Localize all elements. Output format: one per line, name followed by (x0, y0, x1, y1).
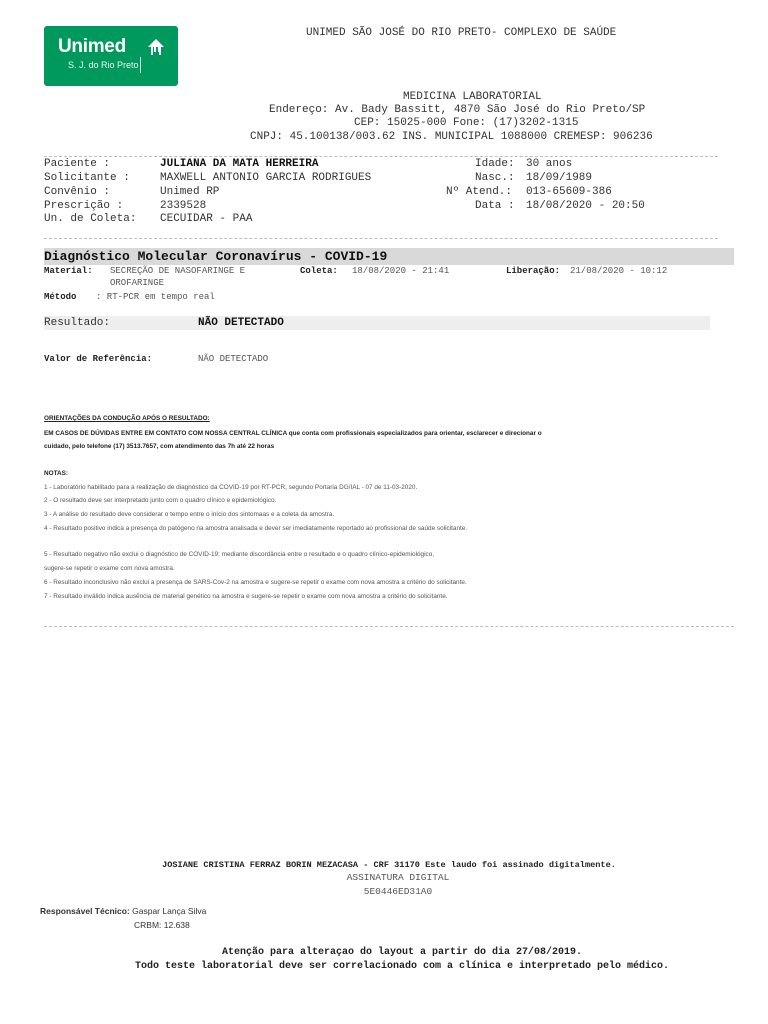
lab-cep-phone: CEP: 15025-000 Fone: (17)3202-1315 (354, 117, 579, 129)
note-7: 7 - Resultado inválido indica ausência de material genético na amostra e sugere-se repetir o exame com nova amostra a critério do solicitante. (44, 593, 448, 600)
collection-unit-value: CECUIDAR - PAA (160, 213, 253, 225)
divider (44, 238, 718, 239)
unimed-tree-icon (146, 38, 166, 58)
technician-label: Responsável Técnico: (40, 906, 130, 916)
signer-line: JOSIANE CRISTINA FERRAZ BORIN MEZACASA - CRF 31170 Este laudo foi assinado digitalmente. (162, 860, 616, 870)
date-label: Data : (475, 200, 515, 212)
requester-label: Solicitante : (44, 172, 130, 184)
material-value-cont: OROFARINGE (110, 278, 165, 288)
requester-name: MAXWELL ANTONIO GARCIA RODRIGUES (160, 172, 372, 184)
prescription-value: 2339528 (160, 200, 207, 212)
note-2: 2 - O resultado deve ser interpretado junto com o quadro clínico e epidemiológico. (44, 497, 277, 504)
guidance-line2: cuidado, pelo telefone (17) 3513.7657, com atendimento das 7h até 22 horas (44, 443, 275, 450)
age-label: Idade: (475, 158, 515, 170)
age-value: 30 anos (526, 158, 573, 170)
exam-title: Diagnóstico Molecular Coronavírus - COVID-19 (44, 249, 388, 264)
notes-heading: NOTAS: (44, 470, 69, 477)
guidance-line1: EM CASOS DE DÚVIDAS ENTRE EM CONTATO COM NOSSA CENTRAL CLÍNICA que conta com profissionais especializados para orientar, esclarecer e direcionar o (44, 430, 542, 437)
lab-address: Endereço: Av. Bady Bassitt, 4870 São José do Rio Preto/SP (269, 104, 646, 116)
signature-code: 5E0446ED31A0 (363, 886, 433, 897)
result-label: Resultado: (44, 317, 111, 329)
logo-divider (140, 57, 141, 73)
liberacao-value: 21/08/2020 - 10:12 (570, 266, 668, 276)
date-value: 18/08/2020 - 20:50 (526, 200, 645, 212)
reference-label: Valor de Referência: (44, 354, 153, 364)
birth-value: 18/09/1989 (526, 172, 593, 184)
collection-unit-label: Un. de Coleta: (44, 213, 137, 225)
material-value: SECREÇÃO DE NASOFARINGE E (110, 266, 246, 276)
prescription-label: Prescrição : (44, 200, 124, 212)
patient-name: JULIANA DA MATA HERREIRA (160, 158, 319, 170)
result-bar (44, 316, 710, 330)
note-6: 6 - Resultado inconclusivo não exclui a presença de SARS-Cov-2 na amostra e sugere-se repetir o exame com nova amostra a critério do solicitante. (44, 579, 467, 586)
birth-label: Nasc.: (475, 172, 515, 184)
logo-text: Unimed (58, 36, 126, 57)
note-1: 1 - Laboratório habilitado para a realização de diagnóstico da COVID-19 por RT-PCR, segundo Portaria DG/IAL - 07 de 11-03-2020. (44, 484, 418, 491)
metodo-value: : RT-PCR em tempo real (96, 292, 215, 302)
footer-line2: Todo teste laboratorial deve ser correlacionado com a clínica e interpretado pelo médico. (134, 961, 670, 972)
material-label: Material: (44, 266, 93, 276)
unimed-logo (44, 26, 178, 86)
divider (44, 156, 718, 157)
result-value: NÃO DETECTADO (198, 317, 284, 329)
patient-label: Paciente : (44, 158, 111, 170)
guidance-heading: ORIENTAÇÕES DA CONDUÇÃO APÓS O RESULTADO: (44, 415, 210, 422)
divider (44, 626, 734, 627)
coleta-value: 18/08/2020 - 21:41 (352, 266, 450, 276)
lab-name: UNIMED SÃO JOSÉ DO RIO PRETO- COMPLEXO DE SAÚDE (306, 27, 617, 39)
department: MEDICINA LABORATORIAL (403, 91, 542, 103)
technician-name: Gaspar Lança Silva (132, 906, 207, 916)
attendance-label: Nº Atend.: (446, 186, 513, 198)
note-3: 3 - A análise do resultado deve considerar o tempo entre o início dos sintomaas e a coleta da amostra. (44, 511, 335, 518)
insurance-label: Convênio : (44, 186, 111, 198)
attendance-value: 013-65609-386 (526, 186, 612, 198)
note-5: 5 - Resultado negativo não exclui o diagnóstico de COVID-19; mediante discordância entre o resultado e o quadro clínico-epidemiológico, (44, 551, 435, 558)
liberacao-label: Liberação: (506, 266, 561, 276)
reference-value: NÃO DETECTADO (198, 354, 269, 364)
note-4: 4 - Resultado positivo indica a presença do patógeno na amostra analisada e dever ser imediatamente reportado ao profissional de saúde solicitante. (44, 525, 468, 532)
metodo-label: Método (44, 292, 77, 302)
footer-line1: Atenção para alteraçao do layout a partir do dia 27/08/2019. (221, 947, 583, 958)
signature-label: ASSINATURA DIGITAL (346, 872, 450, 883)
note-5-cont: sugere-se repetir o exame com nova amostra. (44, 565, 175, 572)
logo-subtitle: S. J. do Rio Preto (68, 60, 139, 70)
technician-crbm: CRBM: 12.638 (134, 920, 190, 930)
coleta-label: Coleta: (300, 266, 338, 276)
insurance-value: Unimed RP (160, 186, 220, 198)
lab-registry: CNPJ: 45.100138/003.62 INS. MUNICIPAL 1088000 CREMESP: 906236 (250, 131, 653, 143)
